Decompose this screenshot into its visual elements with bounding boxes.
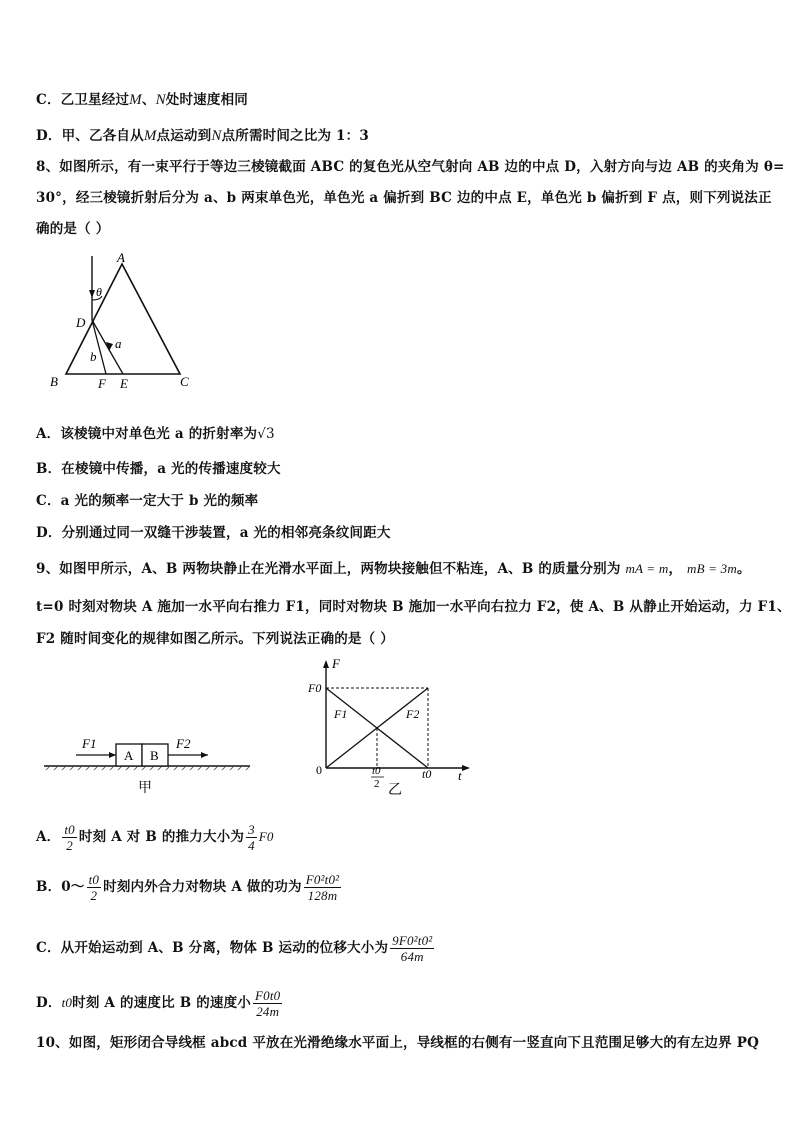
label-half-t0-den: 2: [374, 778, 380, 790]
label-f0: F0: [308, 681, 322, 695]
q9-option-c: C．从开始运动到 A、B 分离，物体 B 运动的位移大小为 $\frac{\text{9F0²t0²}}{64m}$: [36, 933, 433, 964]
label-a: a: [115, 336, 122, 351]
axis-label-t: t: [458, 768, 462, 783]
label-half-t0-num: t0: [372, 765, 381, 777]
label-B: B: [50, 374, 58, 389]
label-A: A: [117, 250, 125, 265]
q8-stem-line3: 确的是（ ）: [36, 221, 110, 237]
q8-option-d: D．分别通过同一双缝干涉装置，a 光的相邻亮条纹间距大: [36, 525, 391, 541]
q8-option-b: B．在棱镜中传播，a 光的传播速度较大: [36, 461, 281, 477]
label-f2: F2: [406, 707, 420, 721]
axis-label-f: F: [332, 656, 340, 671]
q9-stem-line2: t=0 时刻对物块 A 施加一水平向右推力 F1，同时对物块 B 施加一水平向右拉力 F2，使 A、B 从静止开始运动，力 F1、: [36, 599, 791, 615]
block-b-label: B: [150, 748, 159, 763]
q8-stem-line1: 8、如图所示，有一束平行于等边三棱镜截面 ABC 的复色光从空气射向 AB 边的中点 D，入射方向与边 AB 的夹角为 θ=: [36, 159, 785, 175]
q9-option-a: A． $\frac{t0}{2}$ 时刻 A 对 B 的推力大小为 $\frac{3}{4}$ F0: [36, 822, 274, 853]
label-theta: θ: [96, 285, 102, 299]
q9-figure-yi: [300, 656, 480, 800]
label-F: F: [98, 376, 106, 391]
q9-stem-line3: F2 随时间变化的规律如图乙所示。下列说法正确的是（ ）: [36, 631, 394, 647]
q8-option-c: C．a 光的频率一定大于 b 光的频率: [36, 493, 259, 509]
label-b: b: [90, 349, 97, 364]
q10-stem-line1: 10、如图，矩形闭合导线框 abcd 平放在光滑绝缘水平面上，导线框的右侧有一竖直向下且范围足够大的有左边界 PQ: [36, 1035, 760, 1051]
label-t0: t0: [422, 767, 432, 781]
label-f2: F2: [176, 736, 191, 751]
q9-option-d: D．t0时刻 A 的速度比 B 的速度小 $\frac{F0t0}{24m}$: [36, 988, 281, 1019]
label-C: C: [180, 374, 189, 389]
q7-option-c: C．乙卫星经过M、N处时速度相同: [36, 92, 248, 108]
ray-b: [92, 320, 106, 374]
caption-jia: 甲: [138, 781, 152, 796]
label-E: E: [120, 376, 128, 391]
label-f1: F1: [334, 707, 348, 721]
q8-option-a: A．该棱镜中对单色光 a 的折射率为√3: [36, 426, 275, 442]
caption-yi: 乙: [388, 783, 402, 796]
q9-figure-jia: [40, 730, 260, 804]
q7-option-d: D．甲、乙各自从M点运动到N点所需时间之比为 1：3: [36, 128, 369, 144]
label-origin: 0: [316, 763, 322, 777]
q8-prism-figure: [40, 248, 200, 400]
label-D: D: [76, 315, 86, 330]
incident-arrow: [89, 290, 95, 298]
q9-stem-line1: 9、如图甲所示，A、B 两物块静止在光滑水平面上，两物块接触但不粘连，A、B 的质量分别为 mA = m， mB = 3m。: [36, 561, 751, 577]
block-a-label: A: [124, 748, 134, 763]
q8-stem-line2: 30°，经三棱镜折射后分为 a、b 两束单色光，单色光 a 偏折到 BC 边的中点 E，单色光 b 偏折到 F 点，则下列说法正: [36, 190, 772, 206]
q9-option-b: B．0～ $\frac{t0}{2}$ 时刻内外合力对物块 A 做的功为 $\frac{\text{F0²t0²}}{128m}$: [36, 872, 340, 903]
label-f1: F1: [82, 736, 97, 751]
